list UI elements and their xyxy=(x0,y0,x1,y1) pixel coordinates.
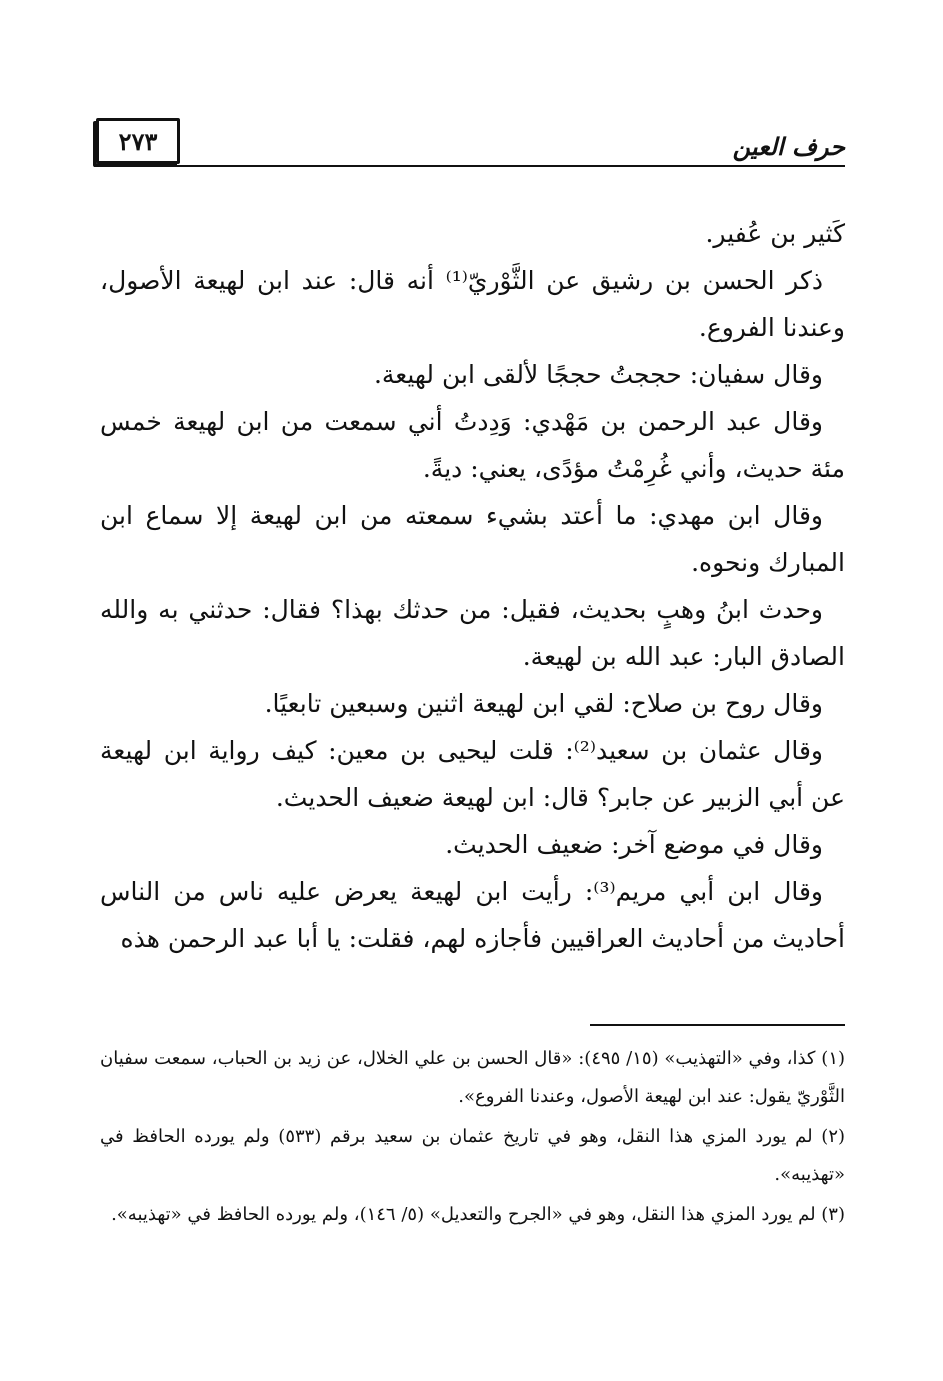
footnote: (١) كذا، وفي «التهذيب» (١٥/ ٤٩٥): «قال الحسن بن علي الخلال، عن زيد بن الحباب، سمعت سفيان الثَّوْريّ يقول: عند ابن لهيعة الأصول، وعندنا الفروع». xyxy=(100,1048,846,1107)
paragraph: وقال ابن أبي مريم⁽³⁾: رأيت ابن لهيعة يعرض عليه ناس من الناس أحاديث من أحاديث العراقيين فأجازه لهم، فقلت: يا أبا عبد الرحمن هذه xyxy=(100,877,845,953)
page-number: ٢٧٣ xyxy=(96,118,180,164)
paragraph: وحدث ابنُ وهبٍ بحديث، فقيل: من حدثك بهذا؟ فقال: حدثني به والله الصادق البار: عبد الله بن لهيعة. xyxy=(100,595,845,671)
footnotes xyxy=(100,1040,845,1236)
paragraph: وقال سفيان: حججتُ حججًا لألقى ابن لهيعة. xyxy=(373,360,823,389)
header-rule xyxy=(94,165,845,167)
paragraph: كَثير بن عُفير. xyxy=(705,219,845,248)
paragraph: وقال روح بن صلاح: لقي ابن لهيعة اثنين وسبعين تابعيًا. xyxy=(264,689,823,718)
paragraph: ذكر الحسن بن رشيق عن الثَّوْريّ⁽¹⁾ أنه قال: عند ابن لهيعة الأصول، وعندنا الفروع. xyxy=(100,266,845,342)
paragraph: وقال عثمان بن سعيد⁽²⁾: قلت ليحيى بن معين: كيف رواية ابن لهيعة عن أبي الزبير عن جابر؟ قال: ابن لهيعة ضعيف الحديث. xyxy=(100,736,845,812)
paragraph: وقال عبد الرحمن بن مَهْدي: وَدِدتُ أني سمعت من ابن لهيعة خمس مئة حديث، وأني غُرِمْتُ مؤدًى، يعني: ديةً. xyxy=(100,407,845,483)
footnote: (٣) لم يورد المزي هذا النقل، وهو في «الجرح والتعديل» (٥/ ١٤٦)، ولم يورده الحافظ في «تهذيبه». xyxy=(111,1204,845,1225)
footnote-rule xyxy=(590,1024,845,1026)
main-text xyxy=(100,210,845,962)
paragraph: وقال ابن مهدي: ما أعتد بشيء سمعته من ابن لهيعة إلا سماع ابن المبارك ونحوه. xyxy=(100,501,845,577)
running-head: حرف العين xyxy=(732,132,845,161)
footnote: (٢) لم يورد المزي هذا النقل، وهو في تاريخ عثمان بن سعيد برقم (٥٣٣) ولم يورده الحافظ في «تهذيبه». xyxy=(100,1126,846,1185)
paragraph: وقال في موضع آخر: ضعيف الحديث. xyxy=(445,830,823,859)
